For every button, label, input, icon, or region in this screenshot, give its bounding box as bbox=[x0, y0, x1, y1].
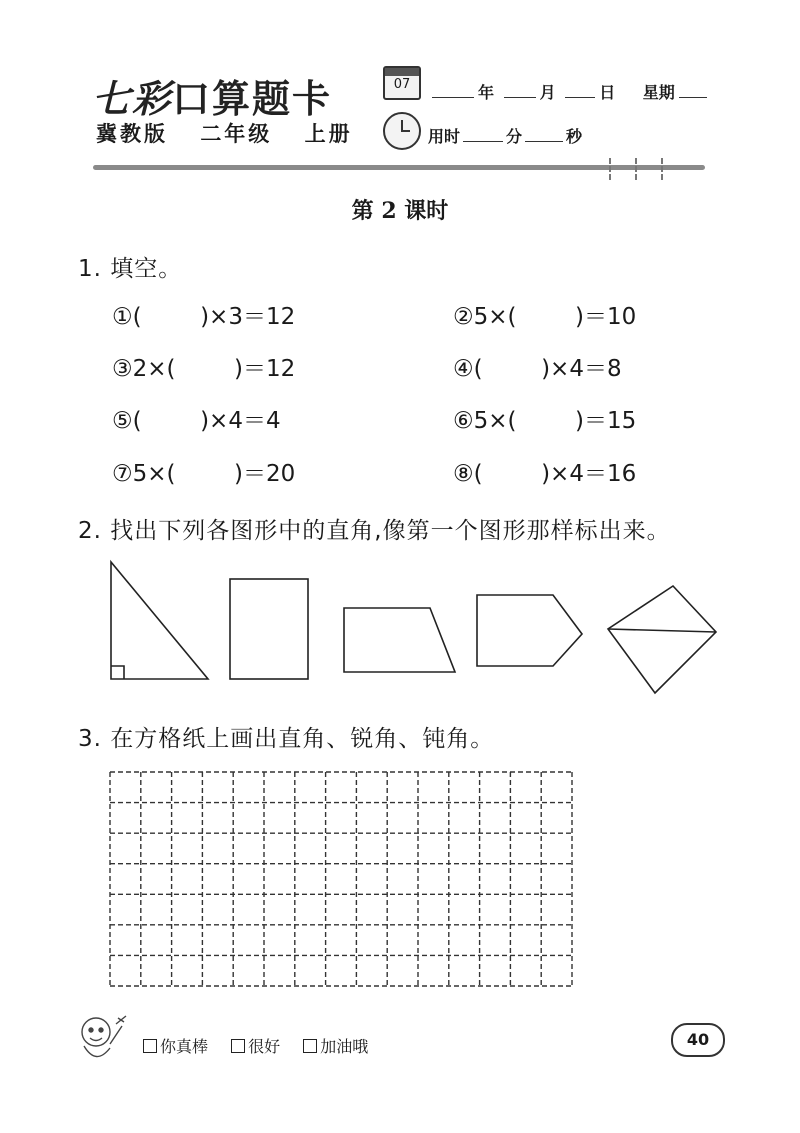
edition-label: 冀教版 bbox=[96, 122, 168, 146]
question-3-title: 3. 在方格纸上画出直角、锐角、钝角。 bbox=[78, 726, 495, 752]
trapezoid-shape[interactable] bbox=[344, 608, 455, 672]
day-label: 日 bbox=[599, 83, 616, 102]
calendar-number: 07 bbox=[393, 77, 411, 92]
weekday-label: 星期 bbox=[642, 83, 675, 102]
page-number: 40 bbox=[671, 1023, 725, 1057]
kite-diagonal bbox=[608, 629, 716, 632]
minutes-label: 分 bbox=[506, 127, 523, 146]
equation-item[interactable]: ①( )×3＝12 bbox=[112, 304, 296, 330]
equation-item[interactable]: ③2×( )＝12 bbox=[112, 356, 296, 382]
month-label: 月 bbox=[539, 83, 556, 102]
brand-title-first: 七彩 bbox=[92, 76, 173, 121]
equation-item[interactable]: ⑧( )×4＝16 bbox=[453, 461, 637, 487]
grid-paper[interactable] bbox=[109, 771, 573, 987]
option-label: 很好 bbox=[248, 1037, 281, 1056]
equation-item[interactable]: ⑦5×( )＝20 bbox=[112, 461, 296, 487]
kite-shape[interactable] bbox=[608, 586, 716, 693]
right-angle-marker bbox=[111, 666, 124, 679]
equation-item[interactable]: ④( )×4＝8 bbox=[453, 356, 622, 382]
brand-title-rest: 口算题卡 bbox=[172, 76, 333, 121]
option-label: 加油哦 bbox=[320, 1037, 369, 1056]
grade-label: 二年级 bbox=[200, 122, 273, 146]
equation-item[interactable]: ⑤( )×4＝4 bbox=[112, 408, 281, 434]
rectangle-shape[interactable] bbox=[230, 579, 308, 679]
time-used-label: 用时 bbox=[428, 127, 461, 146]
mascot-icon bbox=[70, 1008, 132, 1070]
pentagon-shape[interactable] bbox=[477, 595, 582, 666]
self-evaluation bbox=[143, 1034, 386, 1057]
seconds-label: 秒 bbox=[566, 127, 583, 146]
question-1-title: 1. 填空。 bbox=[78, 256, 183, 282]
right-triangle-shape[interactable] bbox=[111, 562, 208, 679]
option-keep-going[interactable] bbox=[303, 1037, 368, 1056]
volume-label: 上册 bbox=[304, 122, 353, 146]
option-label: 你真棒 bbox=[160, 1037, 209, 1056]
lesson-title: 第 2 课时 bbox=[351, 198, 449, 224]
option-great[interactable] bbox=[143, 1037, 208, 1056]
checkbox[interactable] bbox=[143, 1039, 157, 1053]
equation-item[interactable]: ⑥5×( )＝15 bbox=[453, 408, 637, 434]
option-good[interactable] bbox=[231, 1037, 280, 1056]
question-2-title: 2. 找出下列各图形中的直角,像第一个图形那样标出来。 bbox=[78, 518, 671, 544]
checkbox[interactable] bbox=[231, 1039, 245, 1053]
equation-item[interactable]: ②5×( )＝10 bbox=[453, 304, 637, 330]
checkbox[interactable] bbox=[303, 1039, 317, 1053]
year-label: 年 bbox=[478, 83, 495, 102]
